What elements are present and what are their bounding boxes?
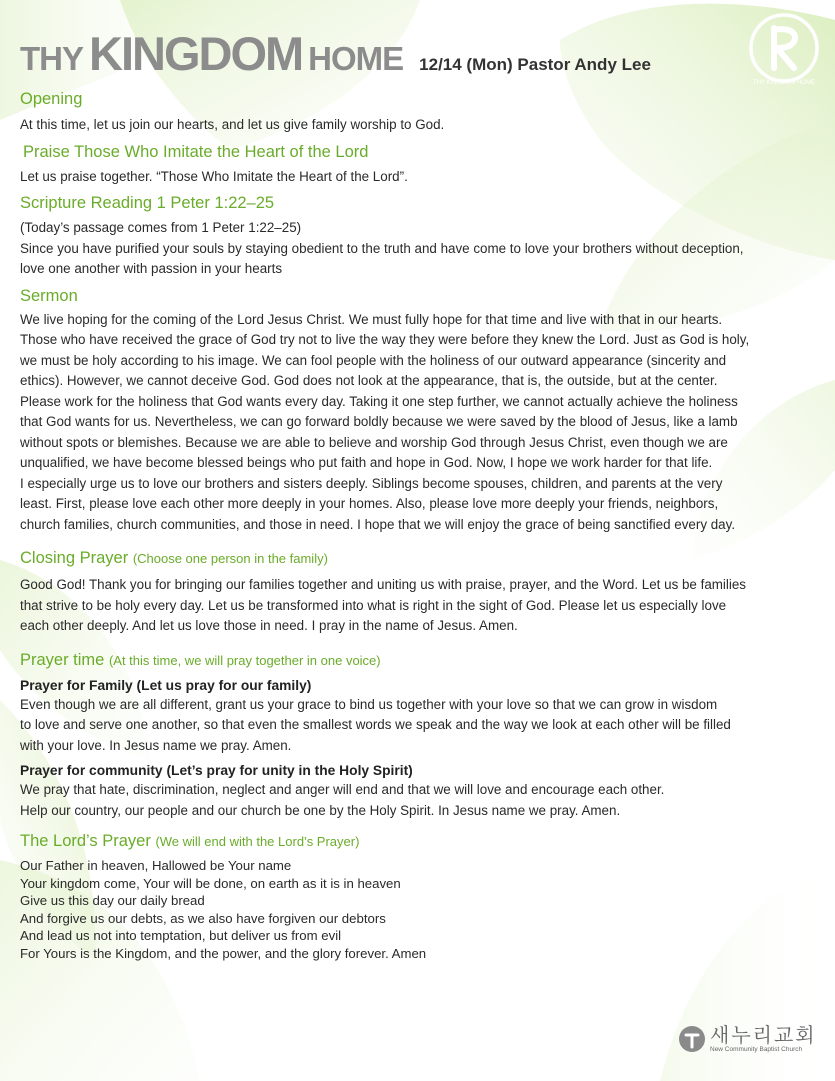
prayer-community-line: We pray that hate, discrimination, neglect and anger will end and that we will love and encourage each other. <box>20 782 665 797</box>
lords-prayer-title-main: The Lord’s Prayer <box>20 832 151 850</box>
prayer-time-title-main: Prayer time <box>20 650 105 669</box>
sermon-line: We live hoping for the coming of the Lord Jesus Christ. We must fully hope for that time and live with that in our hearts. <box>20 311 723 327</box>
closing-line: Good God! Thank you for bringing our families together and uniting us with praise, prayer, and the Word. Let us be families <box>20 577 746 592</box>
lords-prayer-line: And lead us not into temptation, but deliver us from evil <box>20 928 342 944</box>
closing-line: that strive to be holy every day. Let us be transformed into what is right in the sight of God. Please let us especially love <box>20 597 727 613</box>
logo-text: THY KINGDOM HOME <box>753 80 815 86</box>
sermon-line: unqualified, we have become blessed beings who put faith and hope in God. Now, I hope we work harder for that life. <box>20 455 713 470</box>
sermon-line: ethics). However, we cannot deceive God. God does not look at the appearance, that is, the outside, but at the center. <box>20 373 718 388</box>
lords-prayer-line: And forgive us our debts, as we also have forgiven our debtors <box>20 910 386 926</box>
lords-prayer-body <box>20 857 820 963</box>
sermon-line: Please work for the holiness that God wants every day. Taking it one step further, we cannot actually achieve the holiness <box>20 393 738 409</box>
scripture-note: (Today’s passage comes from 1 Peter 1:22–25) <box>20 220 302 235</box>
lords-prayer-line: Give us this day our daily bread <box>20 893 205 909</box>
closing-title-main: Closing Prayer <box>20 549 129 567</box>
section-scripture <box>20 192 820 280</box>
date-pastor: 12/14 (Mon) Pastor Andy Lee <box>419 55 651 74</box>
prayer-community-body <box>20 780 820 821</box>
scripture-line: Since you have purified your souls by staying obedient to the truth and have come to love your brothers without deception, <box>20 240 744 256</box>
lords-prayer-line: Our Father in heaven, Hallowed be Your name <box>20 858 292 873</box>
section-sermon <box>20 285 820 536</box>
church-name-english: New Community Baptist Church <box>710 1046 803 1053</box>
sermon-line: I especially urge us to love our brothers and sisters deeply. Siblings become spouses, children, and parents at the very <box>20 475 723 491</box>
sermon-line: church families, church communities, and those in need. I hope that we will enjoy the grace of being sanctified every day. <box>20 516 736 532</box>
sermon-line: Those who have received the grace of God try not to live the way they were before they knew the Lord. Just as God is holy, <box>20 332 750 347</box>
scripture-title: Scripture Reading 1 Peter 1:22–25 <box>20 194 275 212</box>
church-logo-text <box>710 1024 817 1054</box>
lords-prayer-line: For Yours is the Kingdom, and the power, and the glory forever. Amen <box>20 945 427 961</box>
brand-kingdom: KINGDOM <box>89 27 303 80</box>
closing-body <box>20 575 820 637</box>
thy-kingdom-logo-icon <box>744 8 824 88</box>
church-name-korean: 새누리교회 <box>710 1023 817 1047</box>
sermon-line: least. First, please love each other more deeply in your homes. Also, please love more deeply your friends, neighbors, <box>20 496 719 511</box>
sermon-line: that God wants for us. Nevertheless, we can go forward boldly because we were saved by the blood of Jesus, like a lamb <box>20 414 738 429</box>
opening-title: Opening <box>20 90 83 108</box>
church-logo-icon <box>678 1025 706 1053</box>
section-lords-prayer <box>20 830 820 963</box>
closing-subtitle: (Choose one person in the family) <box>132 551 328 566</box>
page-header <box>20 26 651 80</box>
lords-prayer-title <box>20 830 820 853</box>
prayer-community-title: Prayer for community (Let’s pray for unity in the Holy Spirit) <box>20 763 413 778</box>
prayer-family-line: with your love. In Jesus name we pray. Amen. <box>20 737 292 753</box>
lords-prayer-line: Your kingdom come, Your will be done, on earth as it is in heaven <box>20 875 401 891</box>
sermon-title: Sermon <box>20 286 78 305</box>
prayer-time-subtitle: (At this time, we will pray together in one voice) <box>108 652 381 668</box>
prayer-family-body <box>20 695 820 757</box>
praise-title: Praise Those Who Imitate the Heart of the Lord <box>23 142 369 161</box>
prayer-time-title <box>20 649 820 672</box>
sermon-line: without spots or blemishes. Because we are able to believe and worship God through Jesus Christ, even though we are <box>20 434 728 450</box>
section-prayer-time <box>20 649 820 822</box>
section-closing-prayer <box>20 547 820 637</box>
brand-thy: THY <box>20 40 83 77</box>
lords-prayer-subtitle: (We will end with the Lord’s Prayer) <box>155 834 360 849</box>
scripture-line: love one another with passion in your hearts <box>20 261 283 276</box>
prayer-family-title: Prayer for Family (Let us pray for our family) <box>20 677 312 693</box>
opening-text: At this time, let us join our hearts, and let us give family worship to God. <box>20 117 445 132</box>
sermon-body <box>20 310 820 536</box>
brand-home: HOME <box>308 40 404 77</box>
closing-title <box>20 547 820 570</box>
section-opening <box>20 88 820 136</box>
closing-line: each other deeply. And let us love those in need. I pray in the name of Jesus. Amen. <box>20 618 518 633</box>
section-praise <box>20 141 820 188</box>
prayer-community-line: Help our country, our people and our church be one by the Holy Spirit. In Jesus name we pray. Amen. <box>20 802 621 818</box>
worship-content <box>20 88 820 963</box>
prayer-family-line: Even though we are all different, grant us your grace to bind us together with your love so that we can grow in wisdom <box>20 696 718 712</box>
prayer-family-line: to love and serve one another, so that even the smallest words we speak and the way we look at each other will be filled <box>20 717 731 732</box>
sermon-line: we must be holy according to his image. We can fool people with the holiness of our outward appearance (sincerity and <box>20 352 727 368</box>
praise-text: Let us praise together. “Those Who Imitate the Heart of the Lord”. <box>20 168 408 184</box>
church-logo <box>678 1024 817 1054</box>
